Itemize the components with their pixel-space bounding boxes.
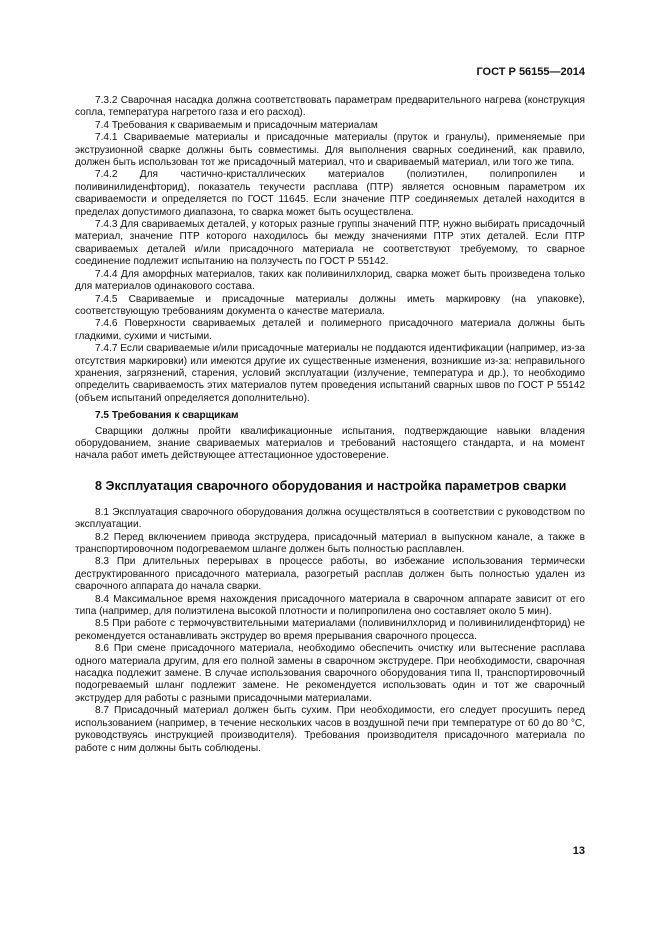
- section-8-title: 8 Эксплуатация сварочного оборудования и настройка параметров сварки: [95, 478, 567, 493]
- paragraph-8-5: 8.5 При работе с термочувствительными материалами (поливинилхлорид и поливинилиденфторид) не рекомендуется останавливать экструдер во время прерывания сварочного процесса.: [75, 618, 585, 642]
- paragraph-7-5: Сварщики должны пройти квалификационные испытания, подтверждающие навыки владения оборудованием, знание свариваемых материалов и требований настоящего стандарта, и на момент начала работ иметь действующее аттестационное удостоверение.: [75, 425, 585, 462]
- subsection-7-4-title: 7.4 Требования к свариваемым и присадочным материалам: [95, 119, 378, 131]
- paragraph-7-4-2: 7.4.2 Для частично-кристаллических материалов (полиэтилен, полипропилен и поливинилиденфторид), показатель текучести расплава (ПТР) является основным параметром их свариваемости и определяется по ГОСТ 11645. Если значение ПТР соединяемых деталей находится в пределах допустимого диапазона, то сварка может быть осуществлена.: [75, 169, 585, 218]
- paragraph-8-6: 8.6 При смене присадочного материала, необходимо обеспечить очистку или вытеснение расплава одного материала другим, для его полной замены в сварочном экструдере. При необходимости, сварочная насадка подлежит замене. В случае использования сварочного оборудования типа II, транспортировочный подогреваемый шланг подлежит замене. Не рекомендуется использовать один и тот же сварочный экструдер для работы с разными присадочными материалами.: [75, 643, 585, 704]
- paragraph-7-3-2: 7.3.2 Сварочная насадка должна соответствовать параметрам предварительного нагрева (конструкция сопла, температура нагретого газа и его расход).: [75, 95, 585, 119]
- paragraph-8-2: 8.2 Перед включением привода экструдера, присадочный материал в выпускном канале, а также в транспортировочном подогреваемом шланге должен быть полностью расплавлен.: [75, 531, 585, 555]
- paragraph-7-4-5: 7.4.5 Свариваемые и присадочные материалы должны иметь маркировку (на упаковке), соответствующую требованиям документа о качестве материала.: [75, 293, 585, 317]
- subsection-7-5-title: 7.5 Требования к сварщикам: [95, 410, 239, 422]
- paragraph-8-3: 8.3 При длительных перерывах в процессе работы, во избежание использования термически деструктированного присадочного материала, разогретый расплав должен быть полностью удален из сварочного аппарата до начала сварки.: [75, 556, 585, 593]
- paragraph-7-4-1: 7.4.1 Свариваемые материалы и присадочные материалы (пруток и гранулы), применяемые при экструзионной сварке должны быть совместимы. Для выполнения сварных соединений, как правило, должен быть использован тот же присадочный материал, что и свариваемый материал, или того же типа.: [75, 132, 585, 169]
- page-number: 13: [572, 845, 585, 857]
- paragraph-7-4-7: 7.4.7 Если свариваемые и/или присадочные материалы не поддаются идентификации (например, из-за отсутствия маркировки) или имеются другие их существенные изменения, возникшие из-за: неправильного хранения, загрязнений, старения, условий эксплуатации (излучение, температура и др.), то необходимо определить свариваемость этих материалов путем проведения испытаний сварных швов по ГОСТ Р 55142 (объем испытаний определяется дополнительно).: [75, 343, 585, 404]
- paragraph-8-7: 8.7 Присадочный материал должен быть сухим. При необходимости, его следует просушить перед использованием (например, в течение нескольких часов в воздушной печи при температуре от 60 до 80 °С, руководствуясь инструкцией производителя). Требования производителя присадочного материала по работе с ним должны быть соблюдены.: [75, 705, 585, 754]
- paragraph-8-4: 8.4 Максимальное время нахождения присадочного материала в сварочном аппарате зависит от его типа (например, для полиэтилена высокой плотности и полипропилена оно составляет около 5 мин).: [75, 593, 585, 618]
- document-header-id: ГОСТ Р 56155—2014: [476, 66, 585, 78]
- paragraph-7-4-4: 7.4.4 Для аморфных материалов, таких как поливинилхлорид, сварка может быть произведена только для материалов одинакового состава.: [75, 268, 585, 293]
- paragraph-7-4-6: 7.4.6 Поверхности свариваемых деталей и полимерного присадочного материала должны быть гладкими, сухими и чистыми.: [75, 318, 585, 342]
- paragraph-7-4-3: 7.4.3 Для свариваемых деталей, у которых разные группы значений ПТР, нужно выбирать присадочный материал, значение ПТР которого находилось бы между значениями ПТР этих деталей. Если ПТР свариваемых деталей и/или присадочного материала не соответствуют требуемому, то сварное соединение подлежит испытанию на ползучесть по ГОСТ Р 55142.: [75, 219, 585, 268]
- paragraph-8-1: 8.1 Эксплуатация сварочного оборудования должна осуществляться в соответствии с руководством по эксплуатации.: [75, 506, 585, 531]
- document-body: [75, 95, 585, 755]
